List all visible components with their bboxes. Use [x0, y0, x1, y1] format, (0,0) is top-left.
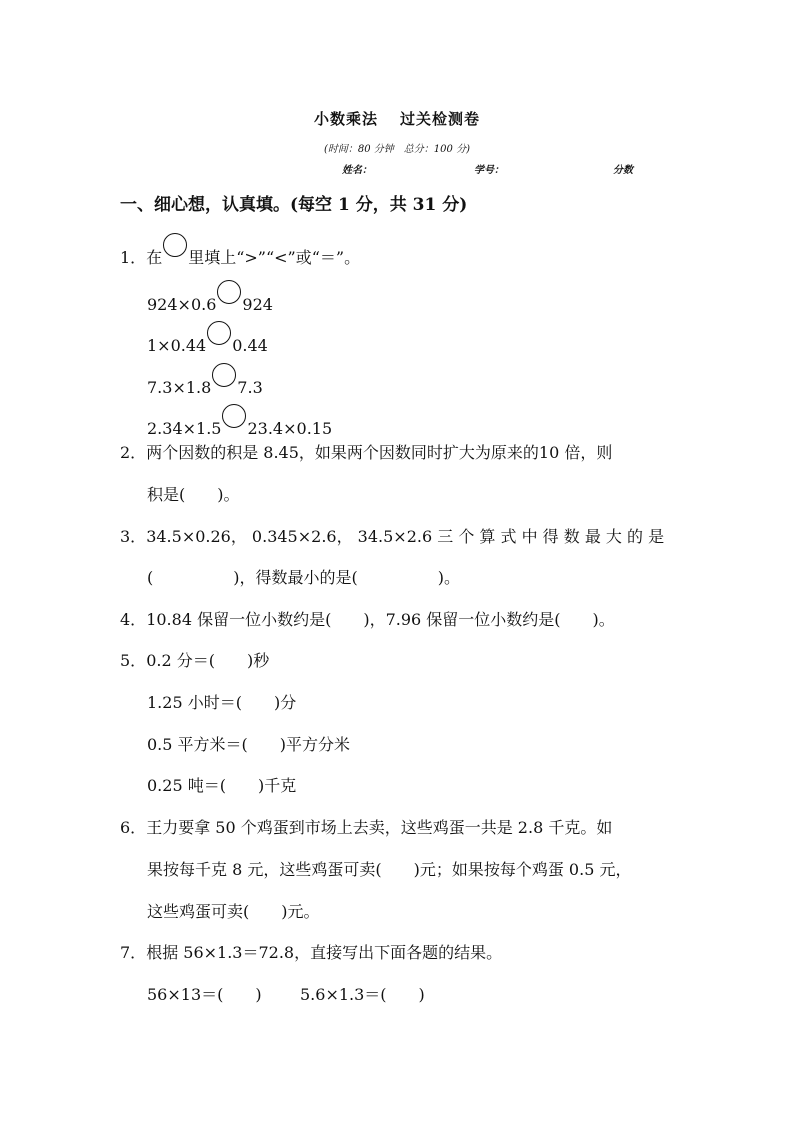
question-number: 1．: [120, 248, 147, 267]
exam-info: (时间：80 分钟 总分：100 分): [324, 144, 470, 155]
answer-circle[interactable]: [207, 321, 231, 345]
conversion-item: 1.25 小时＝( )分: [147, 693, 297, 712]
compare-item: [147, 321, 268, 355]
question-7: [120, 940, 502, 963]
answer-circle[interactable]: [217, 280, 241, 304]
question-5: [120, 648, 269, 671]
question-text: 10.84 保留一位小数约是( )，7.96 保留一位小数约是( )。: [146, 610, 615, 629]
question-number: 2．: [120, 443, 147, 462]
question-text: 在: [146, 248, 163, 267]
question-text: 两个因数的积是 8.45，如果两个因数同时扩大为原来的10 倍，则: [146, 443, 613, 462]
conversion-item: 0.25 吨＝( )千克: [147, 776, 297, 795]
question-3: [120, 524, 664, 547]
question-7-item-b: 5.6×1.3＝( ): [300, 985, 425, 1004]
question-number: 5．: [120, 651, 147, 670]
answer-circle[interactable]: [212, 363, 236, 387]
question-1: [120, 233, 360, 268]
question-2-line-2: 积是( )。: [147, 485, 240, 504]
question-number: 6．: [120, 818, 147, 837]
compare-item: [147, 404, 332, 438]
page-title: [0, 108, 794, 129]
question-7-item-a: 56×13＝( ): [147, 985, 262, 1004]
compare-left: 7.3×1.8: [147, 378, 212, 397]
compare-right: 23.4×0.15: [247, 419, 333, 438]
title-part-1: 小数乘法: [313, 110, 378, 128]
answer-circle[interactable]: [163, 233, 187, 257]
compare-left: 1×0.44: [147, 336, 207, 355]
conversion-item: 0.2 分＝( )秒: [146, 651, 270, 670]
title-part-2: 过关检测卷: [400, 110, 481, 128]
question-3-line-2: ( )，得数最小的是( )。: [147, 568, 460, 587]
question-number: 7．: [120, 943, 147, 962]
question-6-line-3: 这些鸡蛋可卖( )元。: [147, 902, 320, 921]
answer-circle[interactable]: [222, 404, 246, 428]
question-6-line-2: 果按每千克 8 元，这些鸡蛋可卖( )元；如果按每个鸡蛋 0.5 元，: [147, 860, 632, 879]
question-text: 根据 56×1.3＝72.8，直接写出下面各题的结果。: [146, 943, 503, 962]
compare-item: [147, 280, 273, 314]
question-text: 34.5×0.26， 0.345×2.6， 34.5×2.6 三 个 算 式 中 得 数 最 大 的 是: [146, 527, 665, 546]
compare-right: 924: [242, 295, 273, 314]
score-label: 分数: [613, 165, 633, 176]
question-text: 王力要拿 50 个鸡蛋到市场上去卖，这些鸡蛋一共是 2.8 千克。如: [146, 818, 613, 837]
question-text: 里填上“>”“<”或“＝”。: [188, 248, 361, 267]
student-id-label: 学号：: [474, 165, 504, 176]
compare-left: 924×0.6: [147, 295, 217, 314]
section-heading: 一、细心想，认真填。(每空 1 分，共 31 分): [120, 195, 468, 215]
compare-right: 0.44: [232, 336, 268, 355]
name-label: 姓名：: [342, 165, 372, 176]
question-6: [120, 815, 612, 838]
compare-right: 7.3: [237, 378, 263, 397]
question-4: [120, 607, 615, 630]
compare-item: [147, 363, 263, 397]
question-number: 4．: [120, 610, 147, 629]
compare-left: 2.34×1.5: [147, 419, 222, 438]
conversion-item: 0.5 平方米＝( )平方分米: [147, 735, 351, 754]
question-2: [120, 440, 612, 463]
question-number: 3．: [120, 527, 147, 546]
